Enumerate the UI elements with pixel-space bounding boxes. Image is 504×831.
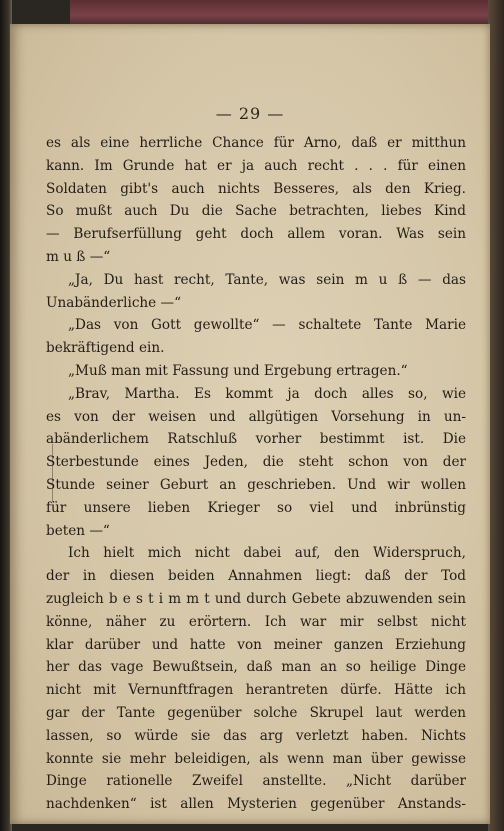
text-line: für unsere lieben Krieger so viel und inbrünstig: [46, 499, 466, 516]
text-line: könne, näher zu erörtern. Ich war mir selbst nicht: [46, 613, 466, 630]
text-line: „Muß man mit Fassung und Ergebung ertragen.“: [68, 362, 408, 379]
text-line: lassen, so würde sie das arg verletzt haben. Nichts: [46, 727, 466, 744]
text-line: Soldaten gibt's auch nichts Besseres, als den Krieg.: [46, 180, 466, 197]
text-line: zugleich b e s t i m m t und durch Gebete abzuwenden sein: [46, 590, 466, 607]
text-line: klar darüber und hatte von meiner ganzen Erziehung: [46, 636, 466, 653]
book-page: [10, 24, 490, 824]
text-line: abänderlichem Ratschluß vorher bestimmt ist. Die: [46, 431, 466, 448]
text-line: — Berufserfüllung geht doch allem voran. Was sein: [46, 226, 466, 243]
text-line: Unabänderliche —“: [46, 294, 182, 311]
text-line: nachdenken“ ist allen Mysterien gegenüber Anstands-: [46, 796, 466, 813]
page-number: — 29 —: [215, 104, 285, 123]
text-line: „Brav, Martha. Es kommt ja doch alles so, wie: [68, 385, 466, 402]
text-line: m u ß —“: [46, 248, 111, 265]
text-line: konnte sie mehr beleidigen, als wenn man über gewisse: [46, 750, 466, 767]
text-line: So mußt auch Du die Sache betrachten, liebes Kind: [46, 203, 466, 220]
book-page-edges: [488, 0, 504, 831]
text-line: beten —“: [46, 522, 110, 539]
text-line: Stunde seiner Geburt an geschrieben. Und wir wollen: [46, 476, 466, 493]
text-line: Dinge rationelle Zweifel anstellte. „Nicht darüber: [46, 773, 466, 790]
text-line: „Das von Gott gewollte“ — schaltete Tante Marie: [68, 317, 466, 334]
text-line: gar der Tante gegenüber solche Skrupel laut werden: [46, 704, 466, 721]
text-line: „Ja, Du hast recht, Tante, was sein m u ß — das: [68, 271, 466, 288]
text-line: Ich hielt mich nicht dabei auf, den Widerspruch,: [68, 545, 466, 562]
text-line: her das vage Bewußtsein, daß man an so heilige Dinge: [46, 659, 466, 676]
text-line: es von der weisen und allgütigen Vorsehung in un-: [46, 408, 466, 425]
text-line: der in diesen beiden Annahmen liegt: daß der Tod: [46, 568, 466, 585]
text-line: es als eine herrliche Chance für Arno, daß er mitthun: [46, 135, 466, 151]
text-line: kann. Im Grunde hat er ja auch recht . . . für einen: [46, 157, 466, 174]
text-line: bekräftigend ein.: [46, 340, 165, 357]
text-line: Sterbestunde eines Jeden, die steht schon von der: [46, 454, 466, 471]
text-line: nicht mit Vernunftfragen herantreten dürfe. Hätte ich: [46, 682, 466, 699]
text-block: [46, 132, 466, 816]
